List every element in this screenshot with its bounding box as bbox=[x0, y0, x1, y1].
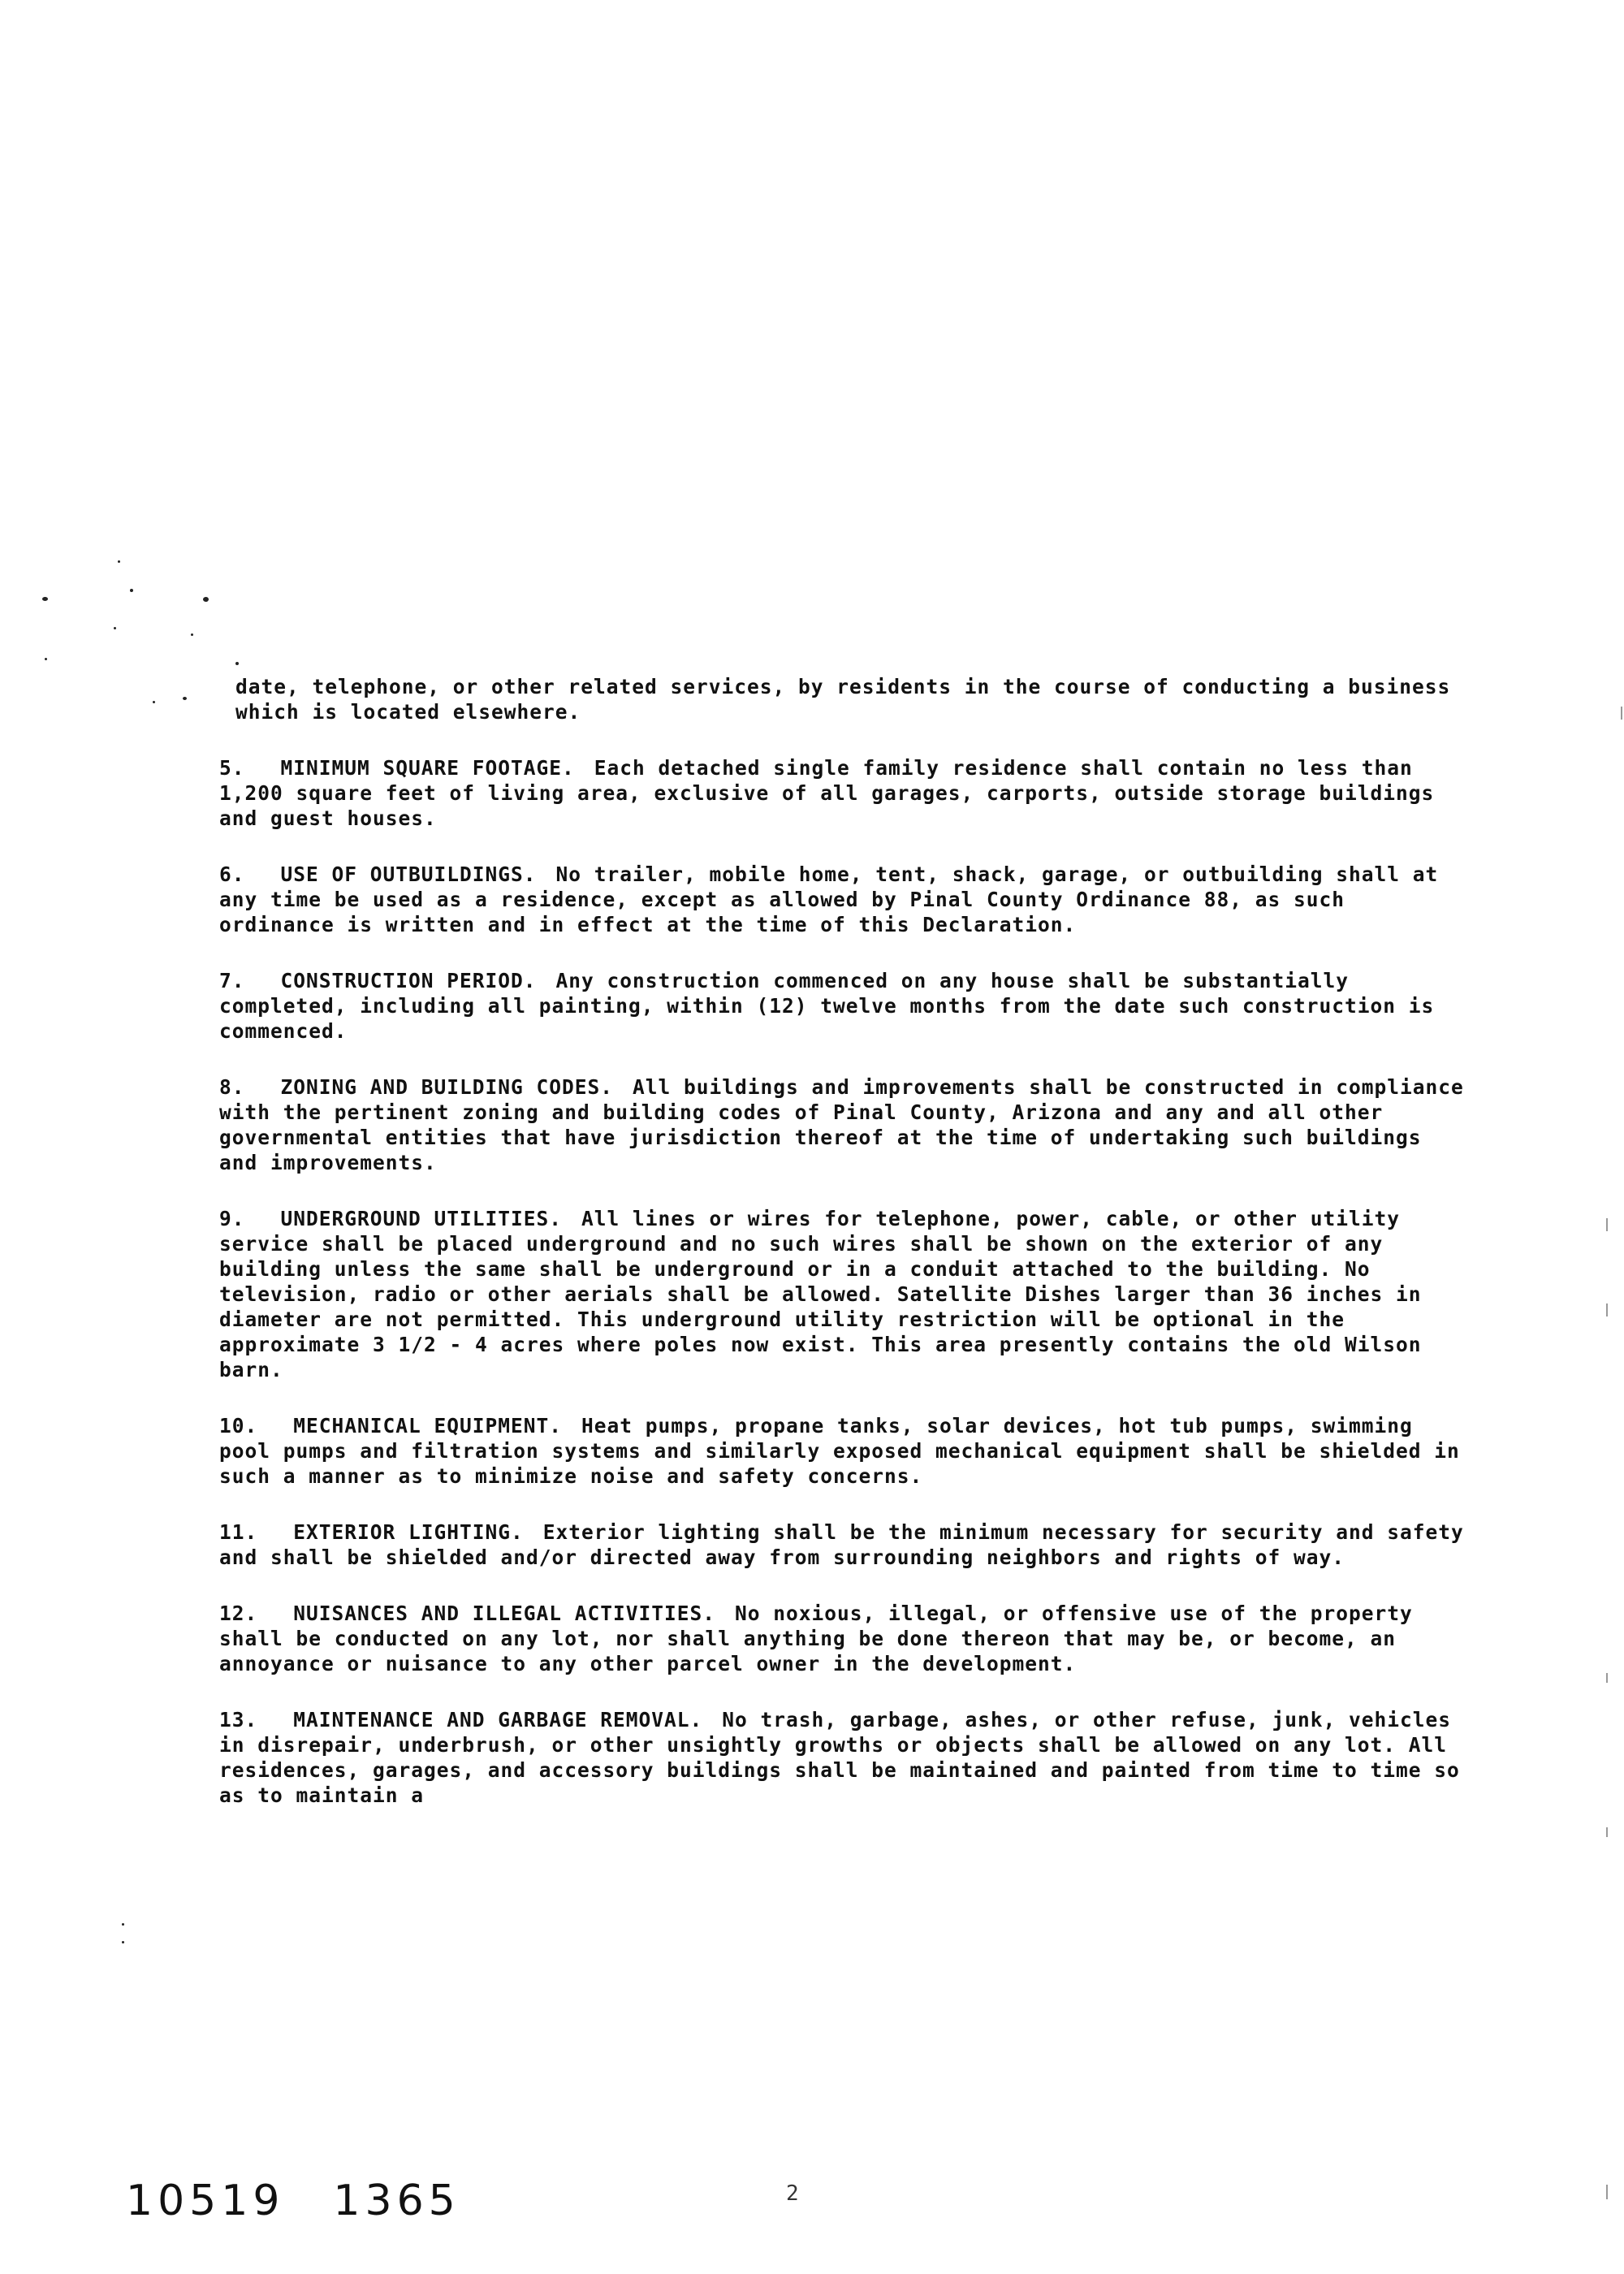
section-9 bbox=[219, 1206, 1470, 1382]
scan-speck bbox=[191, 633, 193, 636]
section-heading: MINIMUM SQUARE FOOTAGE. bbox=[280, 756, 575, 780]
section-number: 11. bbox=[219, 1520, 258, 1544]
book-number: 10519 bbox=[126, 2177, 285, 2225]
section-heading: CONSTRUCTION PERIOD. bbox=[280, 969, 537, 992]
section-12 bbox=[219, 1601, 1470, 1676]
section-13 bbox=[219, 1707, 1470, 1808]
scan-speck bbox=[122, 1923, 124, 1926]
section-heading: EXTERIOR LIGHTING. bbox=[293, 1520, 524, 1544]
section-text: All buildings and improvements shall be constructed in compliance with the pertinent zoning and building codes of Pinal County, Arizona and any and all other governmental entities that have jurisdiction thereof at the time of undertaking such buildings and improvements. bbox=[219, 1075, 1464, 1174]
section-number: 6. bbox=[219, 862, 245, 886]
section-number: 7. bbox=[219, 969, 245, 992]
scan-edge-mark bbox=[1606, 2185, 1608, 2199]
section-text: No trailer, mobile home, tent, shack, garage, or outbuilding shall at any time be used as a residence, except as allowed by Pinal County Ordinance 88, as such ordinance is written and in effect at the time of this Declaration. bbox=[219, 862, 1439, 936]
scan-edge-mark bbox=[1606, 1673, 1608, 1683]
scan-edge-mark bbox=[1606, 1218, 1608, 1231]
scan-speck bbox=[114, 627, 116, 629]
scan-speck bbox=[130, 589, 133, 592]
section-11 bbox=[219, 1520, 1470, 1570]
page-reference: 1365 bbox=[333, 2177, 460, 2225]
scan-edge-mark bbox=[1606, 1827, 1608, 1837]
section-number: 10. bbox=[219, 1414, 258, 1437]
scan-speck bbox=[122, 1941, 124, 1943]
section-text: Any construction commenced on any house shall be substantially completed, including all painting, within (12) twelve months from the date such construction is commenced. bbox=[219, 969, 1435, 1043]
scan-speck bbox=[203, 597, 209, 602]
section-text: Each detached single family residence shall contain no less than 1,200 square feet of living area, exclusive of all garages, carports, outside storage buildings and guest houses. bbox=[219, 756, 1435, 830]
section-heading: MECHANICAL EQUIPMENT. bbox=[293, 1414, 563, 1437]
scan-speck bbox=[42, 597, 48, 601]
scan-speck bbox=[153, 701, 155, 703]
section-text: No trash, garbage, ashes, or other refuse, junk, vehicles in disrepair, underbrush, or other unsightly growths or objects shall be allowed on any lot. All residences, garages, and accessory buildings shall be maintained and painted from time to time so as to maintain a bbox=[219, 1708, 1460, 1807]
scan-speck bbox=[118, 560, 120, 563]
section-number: 9. bbox=[219, 1207, 245, 1230]
scan-speck bbox=[183, 697, 187, 700]
section-number: 13. bbox=[219, 1708, 258, 1731]
section-text: Heat pumps, propane tanks, solar devices, hot tub pumps, swimming pool pumps and filtration systems and similarly exposed mechanical equipment shall be shielded in such a manner as to minimize noise and safety concerns. bbox=[219, 1414, 1460, 1488]
lead-paragraph: date, telephone, or other related services, by residents in the course of conducting a business which is located elsewhere. bbox=[235, 675, 1451, 724]
section-5 bbox=[219, 755, 1470, 831]
section-heading: NUISANCES AND ILLEGAL ACTIVITIES. bbox=[293, 1602, 716, 1625]
section-number: 12. bbox=[219, 1602, 258, 1625]
section-10 bbox=[219, 1413, 1470, 1489]
section-8 bbox=[219, 1074, 1470, 1175]
section-7 bbox=[219, 968, 1470, 1044]
section-heading: USE OF OUTBUILDINGS. bbox=[280, 862, 537, 886]
scan-edge-mark bbox=[1621, 707, 1622, 720]
section-heading: MAINTENANCE AND GARBAGE REMOVAL. bbox=[293, 1708, 703, 1731]
page-number: 2 bbox=[786, 2181, 799, 2206]
section-heading: UNDERGROUND UTILITIES. bbox=[280, 1207, 563, 1230]
section-number: 5. bbox=[219, 756, 245, 780]
section-6 bbox=[219, 862, 1470, 937]
section-text: All lines or wires for telephone, power, cable, or other utility service shall be placed underground and no such wires shall be shown on the exterior of any building unless the same shall be underground or in a conduit attached to the building. No television, radio or other aerials shall be allowed. Satellite Dishes larger than 36 inches in diameter are not permitted. This underground utility restriction will be optional in the approximate 3 1/2 - 4 acres where poles now exist. This area presently contains the old Wilson barn. bbox=[219, 1207, 1422, 1381]
recording-reference bbox=[126, 2177, 460, 2225]
scan-edge-mark bbox=[1606, 1303, 1608, 1316]
section-heading: ZONING AND BUILDING CODES. bbox=[280, 1075, 614, 1099]
section-text: Exterior lighting shall be the minimum necessary for security and safety and shall be shielded and/or directed away from surrounding neighbors and rights of way. bbox=[219, 1520, 1464, 1569]
scan-speck bbox=[235, 662, 239, 665]
section-text: No noxious, illegal, or offensive use of the property shall be conducted on any lot, nor shall anything be done thereon that may be, or become, an annoyance or nuisance to any other parcel owner in the development. bbox=[219, 1602, 1413, 1675]
section-number: 8. bbox=[219, 1075, 245, 1099]
document-body bbox=[219, 674, 1470, 1839]
scan-speck bbox=[45, 658, 47, 660]
